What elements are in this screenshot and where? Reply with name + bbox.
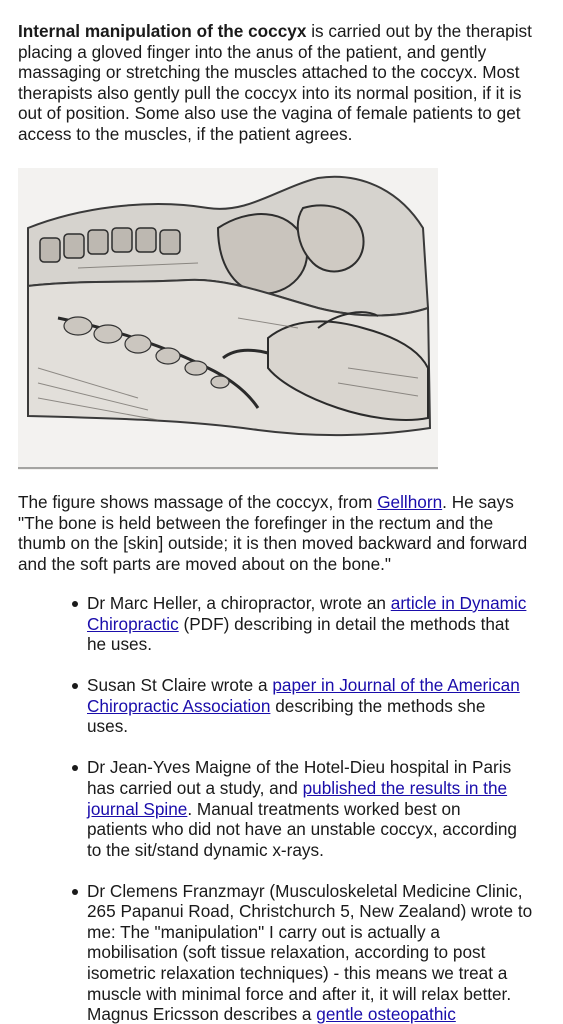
list-text: . Manual treatments worked best on: [187, 798, 461, 819]
bullet-dot: [72, 683, 78, 689]
jaca-paper-link[interactable]: Chiropractic Association: [87, 695, 271, 716]
figure-text: The figure shows massage of the coccyx, from: [18, 492, 378, 512]
bullet-dot: [72, 889, 78, 895]
figure-text: thumb on the [skin] outside; it is then moved backward and forward: [18, 533, 528, 554]
spine-journal-link[interactable]: published the results in the: [302, 777, 508, 798]
figure-text: . He says: [442, 492, 514, 512]
intro-paragraph: [18, 21, 554, 145]
list-item: [0, 675, 563, 737]
list-text: isometric relaxation techniques) - this means we treat a: [87, 963, 508, 984]
spine-journal-link[interactable]: journal Spine: [87, 798, 188, 819]
figure-description-paragraph: [18, 492, 554, 574]
list-item: [0, 881, 563, 1024]
figure-text: "The bone is held between the forefinger in the rectum and the: [18, 512, 494, 533]
list-text: me: The "manipulation" I carry out is actually a: [87, 921, 440, 942]
dynamic-chiropractic-article-link[interactable]: article in Dynamic: [390, 593, 527, 613]
list-text: mobilisation (soft tissue relaxation, according to post: [87, 942, 486, 963]
list-text: has carried out a study, and: [87, 777, 303, 798]
intro-line: placing a gloved finger into the anus of the patient, and gently: [18, 41, 487, 62]
list-text: he uses.: [87, 634, 152, 655]
list-text: muscle with minimal force and after it, it will relax better.: [87, 983, 512, 1004]
list-text: (PDF) describing in detail the methods that: [178, 613, 510, 634]
gellhorn-link[interactable]: Gellhorn: [377, 492, 443, 512]
list-text: Dr Marc Heller, a chiropractor, wrote an: [87, 593, 391, 613]
list-text: describing the methods she: [270, 695, 486, 716]
list-text: Dr Clemens Franzmayr (Musculoskeletal Medicine Clinic,: [87, 880, 523, 901]
list-item: [0, 593, 563, 655]
intro-line: therapists also gently pull the coccyx into its normal position, if it is: [18, 82, 522, 103]
intro-bold-term: Internal manipulation of the coccyx: [18, 21, 307, 41]
gentle-osteopathic-link[interactable]: gentle osteopathic: [316, 1004, 456, 1024]
bullet-dot: [72, 765, 78, 771]
intro-line: is carried out by the therapist: [306, 21, 532, 41]
list-text: 265 Papanui Road, Christchurch 5, New Zealand) wrote to: [87, 901, 533, 922]
dynamic-chiropractic-article-link[interactable]: Chiropractic: [87, 613, 179, 634]
list-item: [0, 757, 563, 860]
coccyx-massage-illustration: [18, 168, 438, 470]
intro-line: access to the muscles, if the patient agrees.: [18, 123, 353, 144]
list-text: to the sit/stand dynamic x-rays.: [87, 839, 324, 860]
figure-text: and the soft parts are moved about on the bone.": [18, 553, 392, 574]
bullet-dot: [72, 601, 78, 607]
list-text: uses.: [87, 716, 129, 737]
list-text: patients who did not have an unstable coccyx, according: [87, 819, 517, 840]
intro-line: out of position. Some also use the vagina of female patients to get: [18, 103, 521, 124]
list-text: Dr Jean-Yves Maigne of the Hotel-Dieu hospital in Paris: [87, 757, 512, 778]
list-text: Susan St Claire wrote a: [87, 675, 273, 696]
jaca-paper-link[interactable]: paper in Journal of the American: [272, 675, 520, 696]
list-text: Magnus Ericsson describes a: [87, 1004, 317, 1024]
therapist-list: [0, 593, 563, 1024]
intro-line: massaging or stretching the muscles attached to the coccyx. Most: [18, 62, 520, 83]
